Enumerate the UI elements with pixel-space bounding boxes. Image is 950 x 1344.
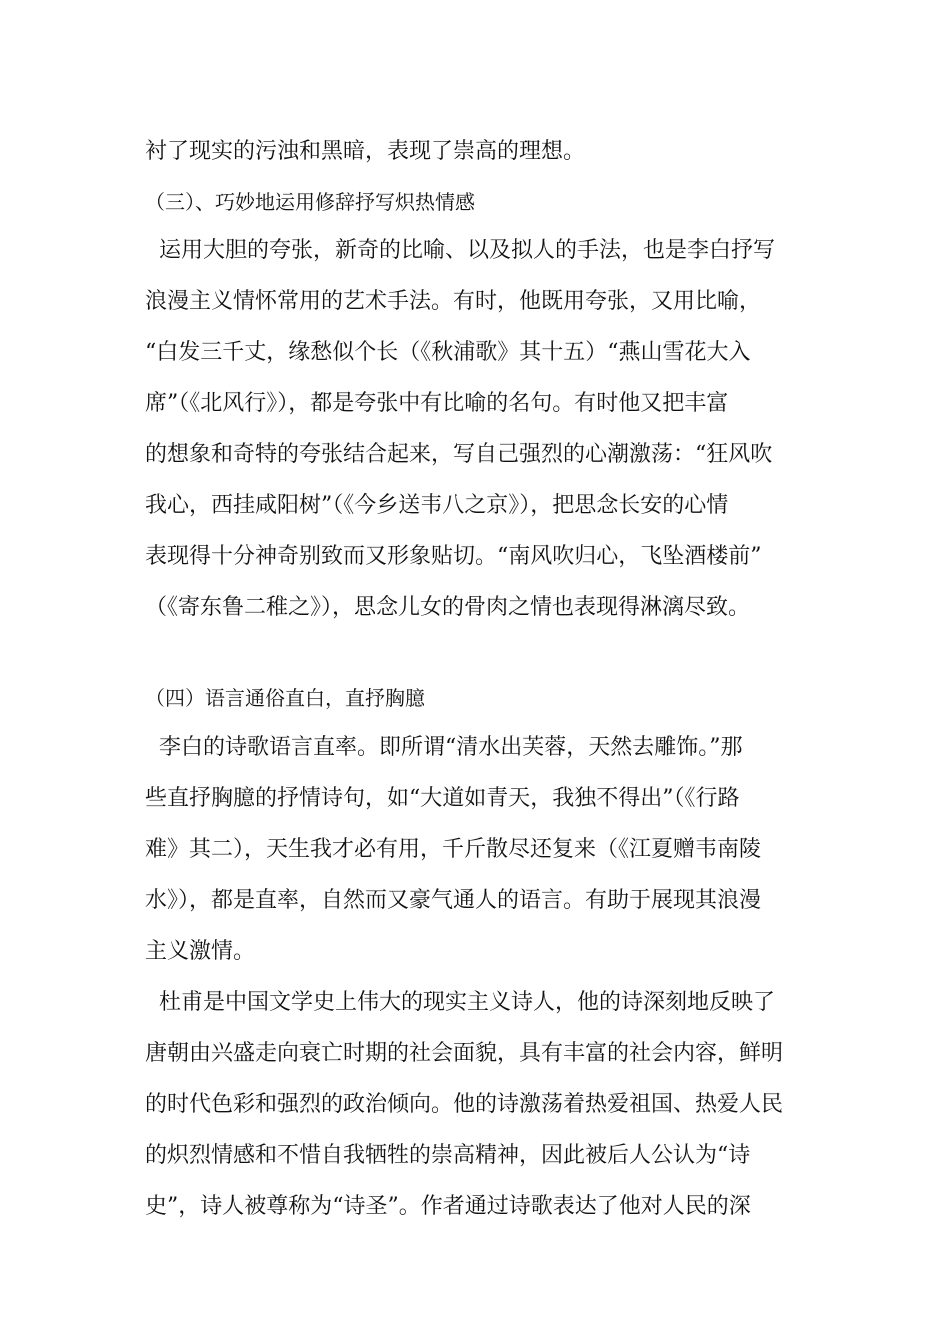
text-line: （《寄东鲁二稚之》），思念儿女的骨肉之情也表现得淋漓尽致。 [145,595,751,620]
text-line: 席”（《北风行》），都是夸张中有比喻的名句。有时他又把丰富 [145,391,729,416]
text-line: 杜甫是中国文学史上伟大的现实主义诗人，他的诗深刻地反映了 [145,990,775,1015]
text-line: 我心，西挂咸阳树”（《今乡送韦八之京》），把思念长安的心情 [145,493,729,518]
text-line: 表现得十分神奇别致而又形象贴切。“南风吹归心，飞坠酒楼前” [145,544,762,569]
text-line: 的炽烈情感和不惜自我牺牲的崇高精神，因此被后人公认为“诗 [145,1143,751,1168]
text-line: 唐朝由兴盛走向衰亡时期的社会面貌，具有丰富的社会内容，鲜明 [145,1041,784,1066]
text-line: 主义激情。 [145,939,256,964]
text-line: 的时代色彩和强烈的政治倾向。他的诗激荡着热爱祖国、热爱人民 [145,1092,784,1117]
text-line: 些直抒胸臆的抒情诗句，如“大道如青天，我独不得出”（《行路 [145,786,740,811]
text-line: “白发三千丈，缘愁似个长（《秋浦歌》其十五）“燕山雪花大入 [145,340,751,365]
text-line: 的想象和奇特的夸张结合起来，写自己强烈的心潮激荡：“狂风吹 [145,442,773,467]
text-line: 衬了现实的污浊和黑暗，表现了崇高的理想。 [145,139,586,164]
text-line: 水》），都是直率，自然而又豪气通人的语言。有助于展现其浪漫 [145,888,762,913]
text-line: 难》其二），天生我才必有用，千斤散尽还复来（《江夏赠韦南陵 [145,837,762,862]
text-line: 运用大胆的夸张，新奇的比喻、以及拟人的手法，也是李白抒写 [145,238,775,263]
text-line: 李白的诗歌语言直率。即所谓“清水出芙蓉，天然去雕饰。”那 [145,735,743,760]
section-heading-four: （四）语言通俗直白，直抒胸臆 [145,686,425,710]
text-line: 浪漫主义情怀常用的艺术手法。有时，他既用夸张，又用比喻， [145,289,762,314]
section-heading-three: （三）、巧妙地运用修辞抒写炽热情感 [145,190,475,214]
text-line: 史”，诗人被尊称为“诗圣”。作者通过诗歌表达了他对人民的深 [145,1194,751,1219]
